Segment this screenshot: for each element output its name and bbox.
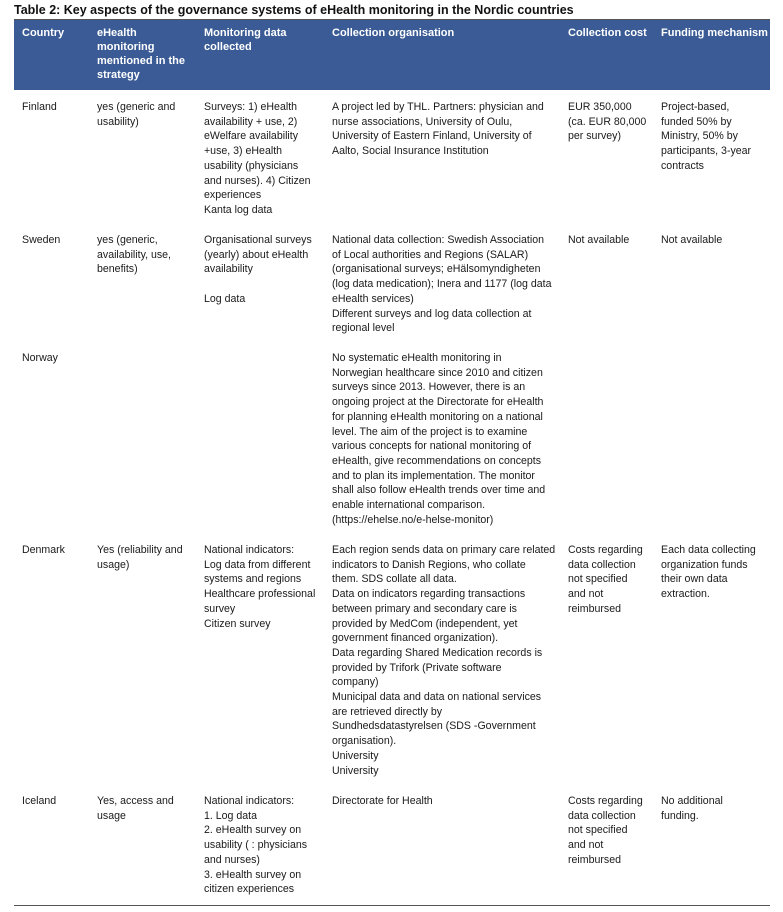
cell-line: and not: [568, 588, 604, 601]
cell-line: availability + use, 2): [204, 115, 298, 128]
cell-line: Data on indicators regarding transactions: [332, 588, 526, 601]
table-caption: Table 2: Key aspects of the governance systems of eHealth monitoring in the Nordic countries: [14, 3, 574, 17]
cell-line: experiences: [204, 189, 262, 202]
cell-line: systems and regions: [204, 573, 302, 586]
cell-country: Finland: [22, 101, 57, 113]
cell-line: their own data: [661, 573, 728, 586]
header-monitoring-data: [204, 26, 287, 54]
cell-line: Each data collecting: [661, 544, 756, 556]
cell-monitoring-data: [204, 233, 312, 307]
header-line: collected: [204, 41, 252, 53]
cell-line: survey: [204, 602, 236, 615]
cell-line: participants, 3-year: [661, 145, 752, 158]
cell-line: and nurses): [204, 853, 260, 866]
cell-line: of Local authorities and Regions (SALAR): [332, 248, 529, 261]
cell-line: funded 50% by: [661, 115, 732, 128]
cell-line: Directorate for Health: [332, 795, 433, 807]
header-ehealth-mentioned: [97, 26, 185, 82]
cell-collection-organisation: [332, 233, 551, 336]
cell-ehealth-mentioned: [97, 543, 183, 572]
cell-line: government financed organization).: [332, 632, 499, 645]
cell-line: Citizen survey: [204, 617, 271, 630]
cell-line: Data regarding Shared Medication records is: [332, 646, 543, 659]
cell-line: National indicators:: [204, 544, 295, 556]
header-funding-mechanism: Funding mechanism: [661, 27, 768, 39]
cell-line: (organisational surveys; eHälsomyndigheten: [332, 263, 541, 276]
cell-line: citizen experiences: [204, 883, 295, 896]
cell-funding-mechanism: [661, 233, 722, 248]
cell-line: between primary and secondary care is: [332, 602, 517, 615]
cell-line: yes (generic,: [97, 234, 158, 246]
cell-line: 2. eHealth survey on: [204, 824, 302, 837]
cell-line: are retrieved directly by: [332, 705, 443, 718]
cell-collection-cost: [568, 100, 646, 144]
cell-line: level. The aim of the project is to examine: [332, 425, 528, 438]
cell-line: benefits): [97, 263, 138, 276]
cell-ehealth-mentioned: [97, 794, 174, 823]
cell-line: yes (generic and: [97, 101, 176, 113]
cell-line: indicators to Danish Regions, who collate: [332, 558, 526, 571]
cell-monitoring-data: [204, 794, 307, 897]
cell-line: company): [332, 676, 379, 689]
cell-collection-organisation: [332, 351, 545, 527]
header-line: mentioned in the: [97, 55, 185, 67]
cell-funding-mechanism: [661, 100, 751, 174]
cell-line: organization funds: [661, 558, 748, 571]
cell-line: EUR 350,000: [568, 101, 632, 113]
cell-collection-organisation: [332, 543, 555, 778]
cell-country: Iceland: [22, 795, 57, 807]
cell-collection-cost: [568, 233, 629, 248]
header-line: Monitoring data: [204, 27, 287, 39]
cell-line: National indicators:: [204, 795, 295, 807]
cell-line: Costs regarding: [568, 795, 643, 807]
cell-line: eHealth, give recommendations on concepts: [332, 454, 542, 467]
cell-funding-mechanism: [661, 543, 756, 602]
cell-line: various concepts for national monitoring of: [332, 440, 532, 453]
cell-line: University of Eastern Finland, University of: [332, 130, 532, 143]
cell-line: usage): [97, 558, 130, 571]
header-line: eHealth: [97, 27, 137, 39]
cell-line: Each region sends data on primary care related: [332, 544, 556, 556]
cell-line: usability): [97, 115, 139, 128]
cell-line: (yearly) about eHealth: [204, 248, 309, 261]
cell-line: Project-based,: [661, 101, 730, 113]
cell-monitoring-data: [204, 543, 315, 631]
cell-line: Healthcare professional: [204, 588, 316, 601]
cell-line: Municipal data and data on national services: [332, 691, 542, 704]
cell-line: Log data: [204, 292, 246, 305]
cell-line: usage: [97, 809, 126, 822]
cell-line: [204, 277, 312, 292]
cell-line: regional level: [332, 322, 395, 335]
cell-line: enable international comparison.: [332, 499, 486, 512]
cell-line: organisation).: [332, 735, 397, 748]
header-line: strategy: [97, 69, 140, 81]
cell-line: Surveys: 1) eHealth: [204, 101, 298, 113]
cell-line: availability: [204, 263, 253, 276]
cell-line: (log data medication); Inera and 1177 (log data: [332, 278, 552, 291]
cell-line: availability, use,: [97, 248, 171, 261]
cell-line: extraction.: [661, 588, 710, 601]
cell-monitoring-data: [204, 100, 311, 218]
header-collection-organisation: Collection organisation: [332, 27, 455, 39]
cell-line: usability ( : physicians: [204, 839, 308, 852]
cell-line: eHealth services): [332, 292, 414, 305]
cell-ehealth-mentioned: [97, 100, 175, 129]
cell-collection-cost: [568, 794, 643, 868]
cell-line: reimbursed: [568, 853, 621, 866]
cell-line: data collection: [568, 809, 636, 822]
cell-line: not specified: [568, 824, 628, 837]
cell-line: 1. Log data: [204, 809, 258, 822]
cell-country: Sweden: [22, 234, 61, 246]
cell-line: Not available: [568, 234, 630, 246]
cell-line: Sundhedsdatastyrelsen (SDS -Government: [332, 720, 536, 733]
cell-line: reimbursed: [568, 602, 621, 615]
cell-line: (ca. EUR 80,000: [568, 115, 647, 128]
table-bottom-rule: [14, 905, 770, 906]
cell-line: usability (physicians: [204, 159, 299, 172]
cell-line: Different surveys and log data collection at: [332, 307, 532, 320]
cell-line: and to plan its implementation. The monitor: [332, 469, 535, 482]
header-collection-cost: Collection cost: [568, 27, 647, 39]
cell-line: Organisational surveys: [204, 234, 312, 246]
cell-line: University: [332, 764, 379, 777]
cell-line: (https://ehelse.no/e-helse-monitor): [332, 513, 494, 526]
cell-line: Not available: [661, 234, 723, 246]
cell-line: surveys since 2013. However, there is an: [332, 381, 526, 394]
cell-line: Costs regarding: [568, 544, 643, 556]
cell-line: Yes (reliability and: [97, 544, 183, 556]
cell-line: National data collection: Swedish Association: [332, 234, 544, 246]
cell-line: Yes, access and: [97, 795, 174, 807]
cell-line: not specified: [568, 573, 628, 586]
cell-line: shall also follow eHealth trends over time and: [332, 484, 546, 497]
cell-line: nurse associations, University of Oulu,: [332, 115, 513, 128]
cell-line: them. SDS collate all data.: [332, 573, 457, 586]
header-country: Country: [22, 27, 65, 39]
cell-line: contracts: [661, 159, 704, 172]
cell-line: for planning eHealth monitoring on a national: [332, 410, 543, 423]
cell-line: eWelfare availability: [204, 130, 299, 143]
header-line: monitoring: [97, 41, 155, 53]
cell-line: No additional: [661, 795, 723, 807]
cell-line: Ministry, 50% by: [661, 130, 738, 143]
cell-line: ongoing project at the Directorate for eHealth: [332, 396, 544, 409]
cell-funding-mechanism: [661, 794, 723, 823]
cell-line: Kanta log data: [204, 203, 273, 216]
cell-line: provided by MedCom (independent, yet: [332, 617, 518, 630]
cell-line: Aalto, Social Insurance Institution: [332, 145, 489, 158]
cell-line: +use, 3) eHealth: [204, 145, 283, 158]
cell-collection-organisation: [332, 794, 433, 809]
cell-country: Denmark: [22, 544, 65, 556]
cell-line: and not: [568, 839, 604, 852]
cell-line: provided by Trifork (Private software: [332, 661, 502, 674]
cell-line: A project led by THL. Partners: physician and: [332, 101, 544, 113]
cell-line: funding.: [661, 809, 699, 822]
cell-ehealth-mentioned: [97, 233, 171, 277]
cell-collection-cost: [568, 543, 643, 617]
cell-line: data collection: [568, 558, 636, 571]
cell-line: Log data from different: [204, 558, 311, 571]
cell-line: 3. eHealth survey on: [204, 868, 302, 881]
cell-collection-organisation: [332, 100, 544, 159]
cell-line: per survey): [568, 130, 621, 143]
cell-line: and nurses). 4) Citizen: [204, 174, 311, 187]
cell-line: No systematic eHealth monitoring in: [332, 352, 502, 364]
cell-line: University: [332, 749, 379, 762]
cell-country: Norway: [22, 352, 58, 364]
cell-line: Norwegian healthcare since 2010 and citizen: [332, 366, 543, 379]
